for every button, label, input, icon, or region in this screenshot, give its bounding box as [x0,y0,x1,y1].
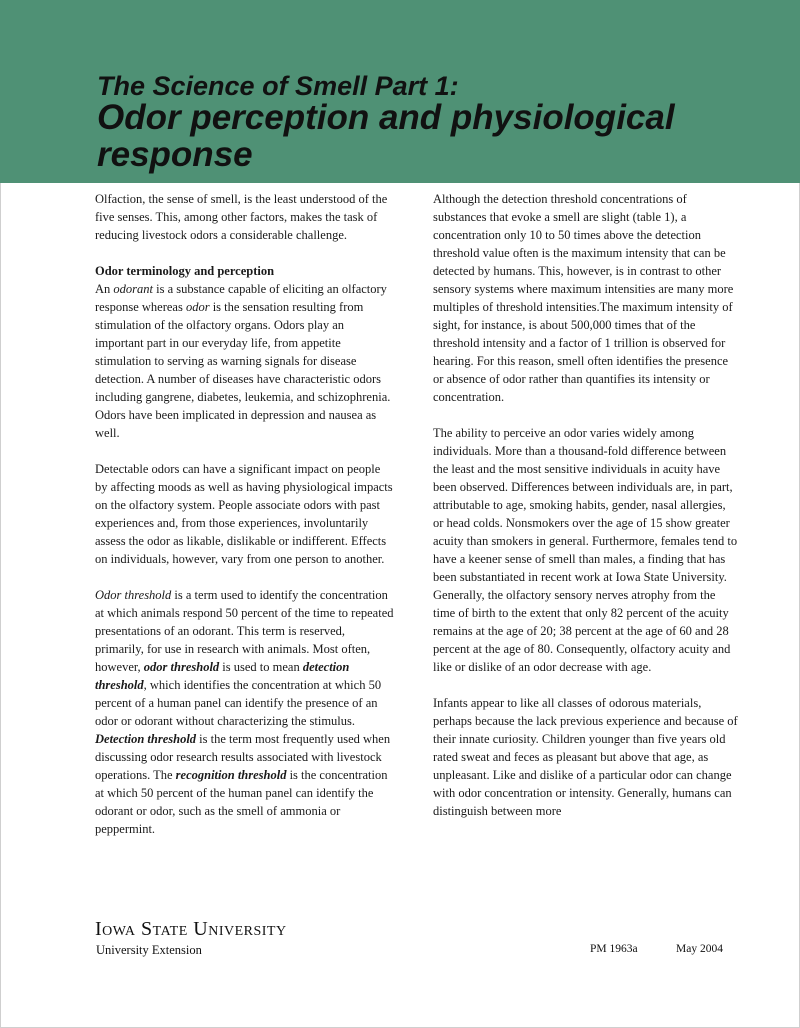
text-span: is the sensation resulting from stimulation of the olfactory organs. Odors play an important part in our everyday life, from appetite stimulation to serving as warning signals for disease detection. A number of diseases have characteristic odors including gangrene, diabetes, leukemia, and schizophrenia. Odors have been implicated in depression and nausea as well. [95,300,391,440]
section-heading: Odor terminology and perception [95,264,275,278]
publication-date: May 2004 [676,943,723,955]
impact-paragraph: Detectable odors can have a significant impact on people by affecting moods as well as having physiological impacts on the olfactory system. People associate odors with past experiences and, from those experiences, involuntarily assess the odor as likable, dislikable or indifferent. Effects on individuals, however, vary from one person to another. [95,462,393,566]
university-logo-text [95,918,287,941]
publication-number: PM 1963a [590,943,638,955]
term-odorant: odorant [113,282,153,296]
term-detection-threshold-2: Detection threshold [95,732,197,746]
text-span: is the concentration at which 50 percent of the human panel can identify the odorant or odor, such as the smell of ammonia or peppermint. [95,768,388,836]
extension-name: University Extension [96,943,202,957]
term-odor-threshold: Odor threshold [95,588,172,602]
term-odor-threshold-2: odor threshold [143,660,220,674]
left-column [95,190,395,856]
title-line-2: Odor perception and physiological response [97,98,675,174]
university-name: Iowa State University [95,918,287,940]
threshold-paragraph [95,586,395,838]
text-span: is a term used to identify the concentration at which animals respond 50 percent of the time to repeated presentations of an odorant. This term is reserved, primarily, for use in research with animals. Most often, however, [95,588,394,674]
header-band [0,0,800,183]
infants-paragraph: Infants appear to like all classes of odorous materials, perhaps because the lack previous experience and because of their innate curiosity. Children younger than five years old rated sweat and feces as pleasant but above that age, as unpleasant. Like and dislike of a particular odor can change with odor concentration or intensity. Generally, humans can distinguish between more [433,696,738,818]
text-span: , which identifies the concentration at which 50 percent of a human panel can identify the presence of an odor or odorant without characterizing the stimulus. [95,678,382,728]
text-span: is used to mean [219,660,303,674]
term-detection-threshold: detection threshold [95,660,350,692]
text-span: is a substance capable of eliciting an olfactory response whereas [95,282,387,314]
title-line-1: The Science of Smell Part 1: [97,71,459,101]
intro-paragraph: Olfaction, the sense of smell, is the least understood of the five senses. This, among other factors, makes the task of reducing livestock odors a considerable challenge. [95,192,388,242]
text-span: is the term most frequently used when discussing odor research results associated with livestock operations. The [95,732,391,782]
odorant-paragraph [95,280,395,442]
right-column [433,190,738,838]
acuity-paragraph: The ability to perceive an odor varies widely among individuals. More than a thousand-fold difference between the least and the most sensitive individuals in acuity have been observed. Differences between individuals are, in part, attributable to age, smoking habits, gender, nasal allergies, or head colds. Nonsmokers over the age of 15 show greater acuity than smokers in general. Furthermore, females tend to have a keener sense of smell than males, a finding that has been substantiated in recent work at Iowa State University. Generally, the olfactory sensory nerves atrophy from the time of birth to the extent that only 82 percent of the acuity remains at the age of 20; 38 percent at the age of 60 and 28 percent at the age of 80. Consequently, olfactory acuity and like or dislike of an odor decrease with age. [433,426,738,674]
term-recognition-threshold: recognition threshold [175,768,287,782]
text-span: An [95,282,114,296]
threshold-intensity-paragraph: Although the detection threshold concentrations of substances that evoke a smell are slight (table 1), a concentration only 10 to 50 times above the detection threshold value often is the maximum intensity that can be detected by humans. This, however, is in contrast to other sensory systems where maximum intensities are many more multiples of threshold intensities.The maximum intensity of sight, for instance, is about 500,000 times that of the threshold intensity and a factor of 1 trillion is observed for hearing. For this reason, smell often identifies the presence or absence of odor rather than quantifies its intensity or concentration. [433,192,734,404]
term-odor: odor [185,300,210,314]
